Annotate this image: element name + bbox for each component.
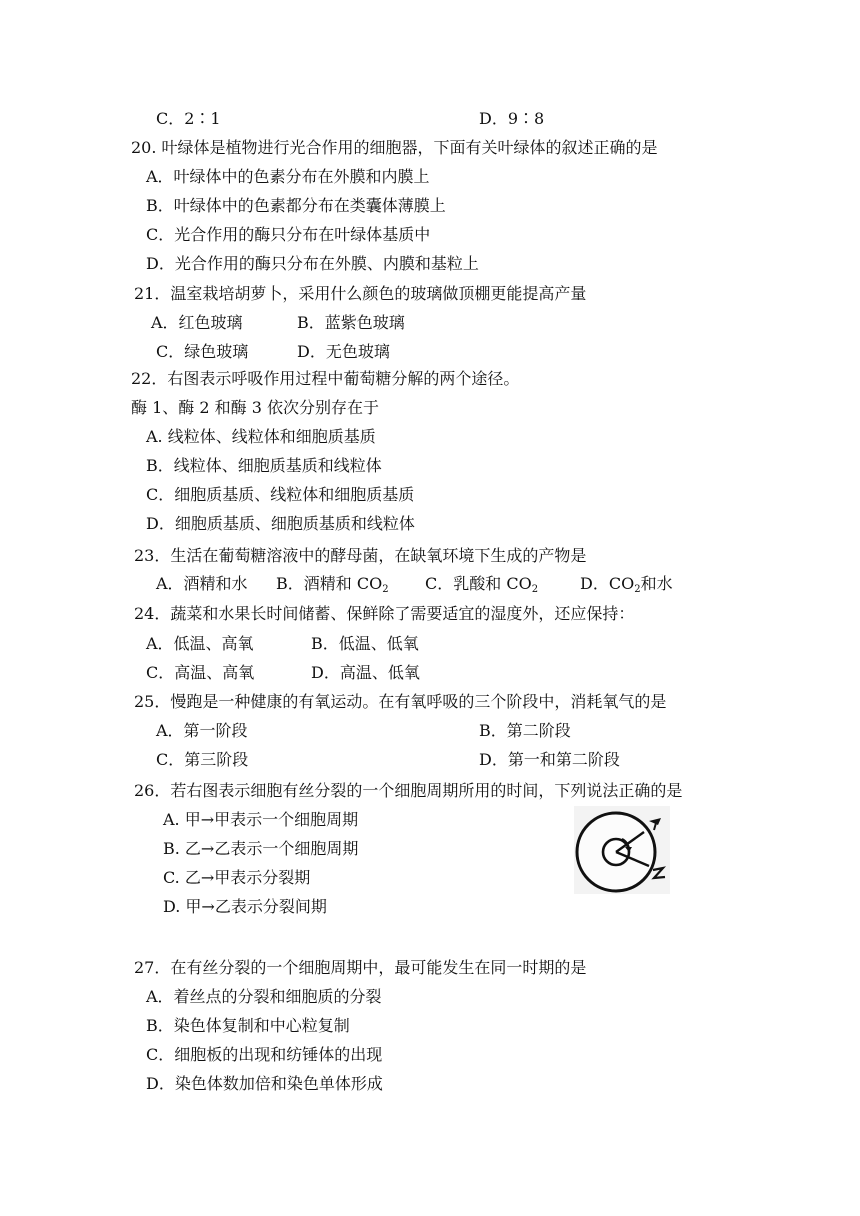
q23-stem: 23．生活在葡萄糖溶液中的酵母菌，在缺氧环境下生成的产物是 <box>134 546 587 565</box>
q20-option-a: A．叶绿体中的色素分布在外膜和内膜上 <box>146 167 430 186</box>
q22-option-a: A. 线粒体、线粒体和细胞质基质 <box>146 427 376 446</box>
q20-option-c: C．光合作用的酶只分布在叶绿体基质中 <box>146 225 431 244</box>
q24-option-c: C．高温、高氧 <box>146 663 255 682</box>
q27-stem: 27．在有丝分裂的一个细胞周期中，最可能发生在同一时期的是 <box>134 958 587 977</box>
q22-stem: 22．右图表示呼吸作用过程中葡萄糖分解的两个途径。 <box>131 369 520 388</box>
q27-option-d: D．染色体数加倍和染色单体形成 <box>146 1074 383 1093</box>
q24-option-d: D．高温、低氧 <box>311 663 420 682</box>
q25-option-c: C．第三阶段 <box>156 750 249 769</box>
q27-option-a: A．着丝点的分裂和细胞质的分裂 <box>146 987 382 1006</box>
q24-option-b: B．低温、低氧 <box>311 634 419 653</box>
q20-option-d: D．光合作用的酶只分布在外膜、内膜和基粒上 <box>146 254 479 273</box>
q23-option-c: C．乳酸和 $CO_2$ <box>425 574 539 595</box>
q27-option-c: C．细胞板的出现和纺锤体的出现 <box>146 1045 383 1064</box>
q22-option-d: D．细胞质基质、细胞质基质和线粒体 <box>146 514 415 533</box>
cell-cycle-diagram <box>574 806 670 894</box>
q26-option-a: A. 甲→甲表示一个细胞周期 <box>163 810 359 829</box>
q25-stem: 25．慢跑是一种健康的有氧运动。在有氧呼吸的三个阶段中，消耗氧气的是 <box>134 692 667 711</box>
q25-option-d: D．第一和第二阶段 <box>479 750 620 769</box>
q22-option-c: C．细胞质基质、线粒体和细胞质基质 <box>146 485 415 504</box>
q27-option-b: B．染色体复制和中心粒复制 <box>146 1016 350 1035</box>
q21-option-a: A．红色玻璃 <box>151 313 243 332</box>
q23-option-b: B．酒精和 $CO_2$ <box>276 574 389 595</box>
q21-stem: 21．温室栽培胡萝卜，采用什么颜色的玻璃做顶棚更能提高产量 <box>134 284 587 303</box>
q26-option-b: B. 乙→乙表示一个细胞周期 <box>163 839 359 858</box>
q26-option-d: D. 甲→乙表示分裂间期 <box>163 897 327 916</box>
q20-stem: 20. 叶绿体是植物进行光合作用的细胞器，下面有关叶绿体的叙述正确的是 <box>131 138 658 157</box>
q24-option-a: A．低温、高氧 <box>146 634 254 653</box>
q25-option-b: B．第二阶段 <box>479 721 571 740</box>
q21-option-b: B．蓝紫色玻璃 <box>297 313 405 332</box>
q25-option-a: A．第一阶段 <box>156 721 248 740</box>
q22-stem-continued: 酶 1、酶 2 和酶 3 依次分别存在于 <box>131 398 379 417</box>
q22-option-b: B．线粒体、细胞质基质和线粒体 <box>146 456 382 475</box>
q26-stem: 26．若右图表示细胞有丝分裂的一个细胞周期所用的时间，下列说法正确的是 <box>134 781 683 800</box>
q24-stem: 24．蔬菜和水果长时间储蓄、保鲜除了需要适宜的湿度外，还应保持： <box>134 604 635 623</box>
q19-option-d: D．9∶8 <box>479 109 545 128</box>
q21-option-d: D．无色玻璃 <box>297 342 390 361</box>
subscript-2: 2 <box>634 584 641 595</box>
q20-option-b: B．叶绿体中的色素都分布在类囊体薄膜上 <box>146 196 446 215</box>
subscript-2: 2 <box>531 584 539 595</box>
q23-option-a: A．酒精和水 <box>156 574 248 593</box>
q26-option-c: C. 乙→甲表示分裂期 <box>163 868 311 887</box>
q19-option-c: C．2∶1 <box>156 109 221 128</box>
q21-option-c: C．绿色玻璃 <box>156 342 249 361</box>
subscript-2: 2 <box>382 584 389 595</box>
q23-option-d: D．$CO_2$和水 <box>580 574 673 595</box>
